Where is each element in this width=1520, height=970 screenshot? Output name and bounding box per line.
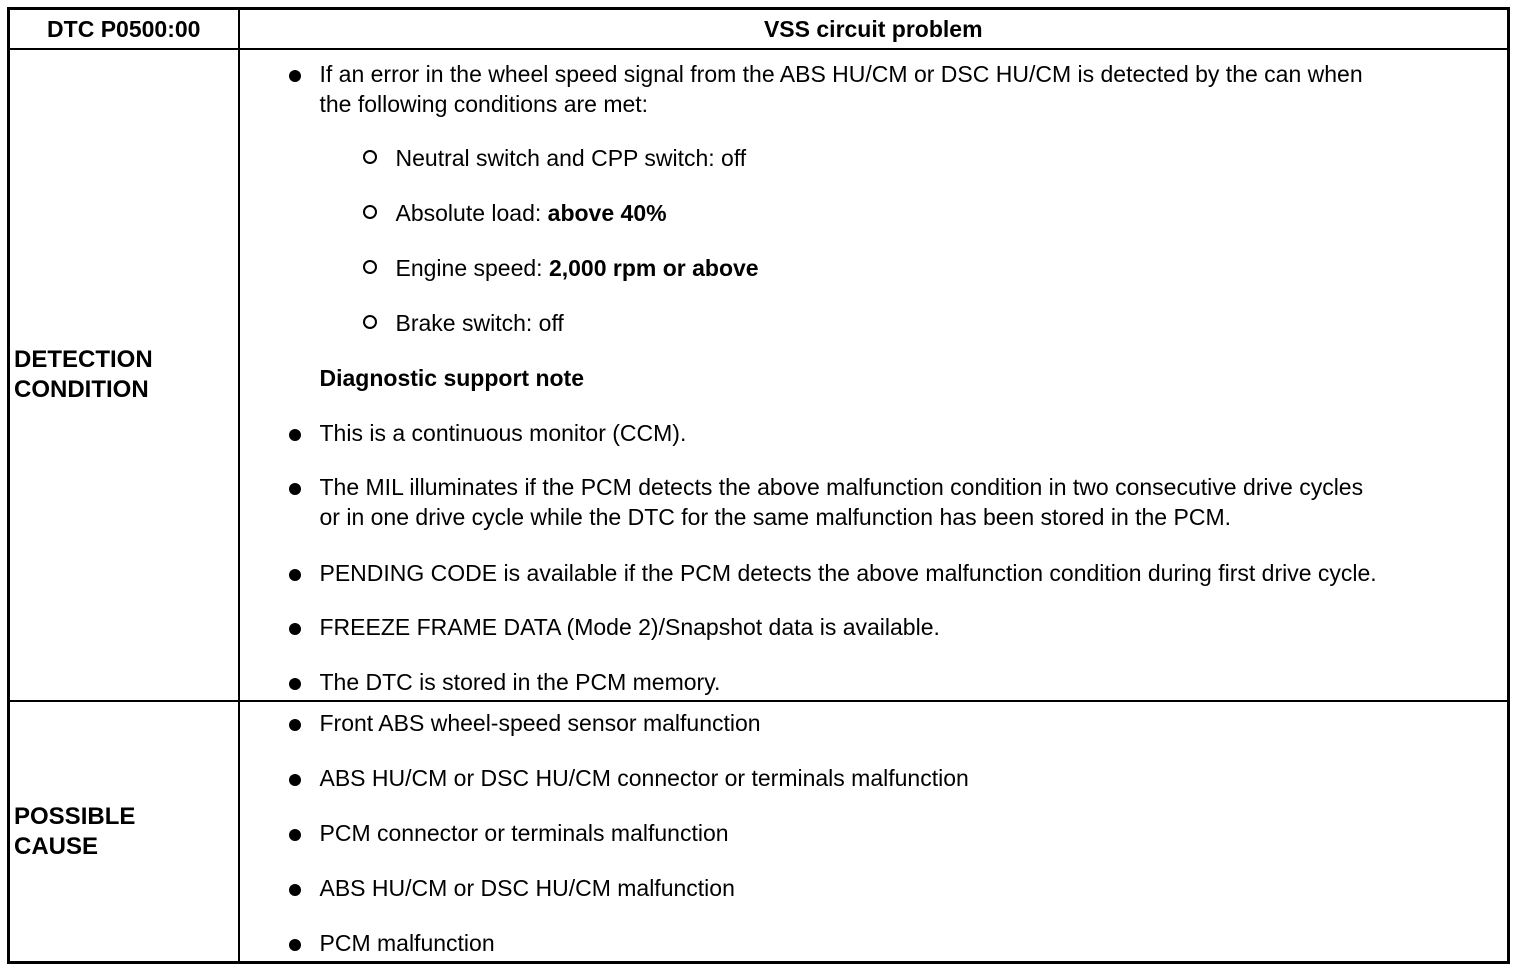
bullet-icon (289, 884, 301, 896)
cause-item: PCM malfunction (319, 930, 495, 956)
bullet-icon (289, 70, 301, 82)
cause-item: ABS HU/CM or DSC HU/CM malfunction (319, 875, 735, 901)
circle-bullet-icon (363, 205, 377, 219)
detection-condition-content (239, 49, 1509, 701)
bullet-icon (289, 678, 301, 690)
possible-cause-row (9, 701, 1509, 963)
note-item-continued: or in one drive cycle while the DTC for the same malfunction has been stored in the PCM. (319, 504, 1231, 530)
possible-cause-label: POSSIBLE CAUSE (9, 701, 239, 963)
header-row (9, 9, 1509, 50)
bullet-icon (289, 483, 301, 495)
note-item: FREEZE FRAME DATA (Mode 2)/Snapshot data is available. (319, 614, 940, 640)
condition-item: Neutral switch and CPP switch: off (395, 145, 747, 171)
cause-item: Front ABS wheel-speed sensor malfunction (319, 710, 761, 736)
bullet-icon (289, 429, 301, 441)
note-item: The DTC is stored in the PCM memory. (319, 669, 721, 695)
possible-cause-content (239, 701, 1509, 963)
bullet-icon (289, 939, 301, 951)
bullet-icon (289, 719, 301, 731)
detection-condition-label: DETECTION CONDITION (9, 49, 239, 701)
dtc-code: DTC P0500:00 (9, 9, 239, 50)
dtc-title: VSS circuit problem (239, 9, 1509, 50)
support-note-title: Diagnostic support note (319, 365, 584, 391)
condition-item: Engine speed: 2,000 rpm or above (395, 255, 759, 281)
condition-item: Absolute load: above 40% (395, 200, 667, 226)
dtc-table (7, 7, 1510, 964)
circle-bullet-icon (363, 260, 377, 274)
bullet-icon (289, 774, 301, 786)
main-condition-line1: If an error in the wheel speed signal from the ABS HU/CM or DSC HU/CM is detected by the can when (319, 61, 1363, 87)
cause-item: ABS HU/CM or DSC HU/CM connector or terminals malfunction (319, 765, 969, 791)
note-item: PENDING CODE is available if the PCM detects the above malfunction condition during first drive cycle. (319, 560, 1377, 586)
bullet-icon (289, 829, 301, 841)
bullet-icon (289, 623, 301, 635)
condition-item: Brake switch: off (395, 310, 564, 336)
note-item: This is a continuous monitor (CCM). (319, 420, 687, 446)
circle-bullet-icon (363, 315, 377, 329)
circle-bullet-icon (363, 150, 377, 164)
cause-item: PCM connector or terminals malfunction (319, 820, 729, 846)
bullet-icon (289, 569, 301, 581)
note-item: The MIL illuminates if the PCM detects the above malfunction condition in two consecutive drive cycles (319, 474, 1364, 500)
main-condition-line2: the following conditions are met: (319, 91, 649, 117)
detection-row (9, 49, 1509, 701)
